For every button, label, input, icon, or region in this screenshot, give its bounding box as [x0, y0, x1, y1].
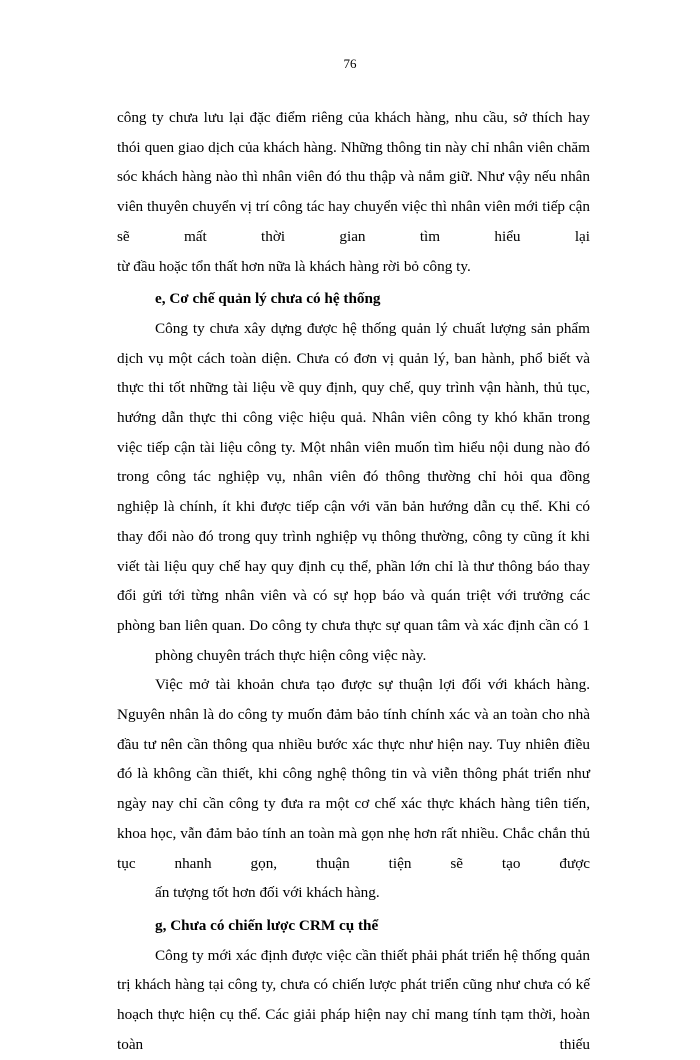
- document-body: [117, 103, 590, 1060]
- paragraph-last-line: từ đầu hoặc tổn thất hơn nữa là khách hàng rời bỏ công ty.: [117, 257, 471, 275]
- section-heading: e, Cơ chế quản lý chưa có hệ thống: [155, 290, 381, 308]
- paragraph: [117, 670, 590, 908]
- paragraph: [117, 103, 590, 281]
- paragraph: Công ty mới xác định được việc cần thiết phải phát triển hệ thống quản trị khách hàng tại công ty, chưa có chiến lược phát triển cũng như chưa có kế hoạch thực hiện cụ thể. Các giải pháp hiện nay chỉ mang tính tạm thời, hoàn toàn thiếu: [117, 946, 590, 1053]
- paragraph-text: Việc mở tài khoản chưa tạo được sự thuận lợi đối với khách hàng. Nguyên nhân là do công ty muốn đảm bảo tính chính xác và an toàn cho nhà đầu tư nên cần thông qua nhiều bước xác thực như hiện nay. Tuy nhiên điều đó là không cần thiết, khi công nghệ thông tin và viễn thông phát triển như ngày nay chỉ cần công ty đưa ra một cơ chế xác thực khách hàng tiên tiến, khoa học, vẫn đảm bảo tính an toàn mà gọn nhẹ hơn rất nhiều. Chắc chắn thủ tục nhanh gọn, thuận tiện sẽ tạo được: [117, 676, 590, 872]
- paragraph-last-line: ấn tượng tốt hơn đối với khách hàng.: [155, 884, 380, 902]
- paragraph-text: công ty chưa lưu lại đặc điểm riêng của khách hàng, nhu cầu, sở thích hay thói quen giao dịch của khách hàng. Những thông tin này chỉ nhân viên chăm sóc khách hàng nào thì nhân viên đó thu thập và nắm giữ. Như vậy nếu nhân viên thuyên chuyển vị trí công tác hay chuyển việc thì nhân viên mới tiếp cận sẽ mất thời gian tìm hiểu lại: [117, 109, 590, 245]
- section-heading: g, Chưa có chiến lược CRM cụ thể: [155, 916, 379, 934]
- paragraph: [117, 314, 590, 670]
- page-number: 76: [343, 56, 357, 71]
- paragraph-text: Công ty chưa xây dựng được hệ thống quản lý chuất lượng sản phẩm dịch vụ một cách toàn diện. Chưa có đơn vị quản lý, ban hành, phổ biết và thực thi tốt những tài liệu về quy định, quy chế, quy trình vận hành, thủ tục, hướng dẫn thực thi công việc hiệu quả. Nhân viên công ty khó khăn trong việc tiếp cận tài liệu công ty. Một nhân viên muốn tìm hiểu nội dung nào đó trong công tác nghiệp vụ, nhân viên đó thông thường chỉ hỏi qua đồng nghiệp là chính, ít khi được tiếp cận với văn bản hướng dẫn cụ thể. Khi có thay đổi nào đó trong quy trình nghiệp vụ thông thường, công ty cũng ít khi viết tài liệu quy chế hay quy định cụ thể, phần lớn chỉ là thư thông báo thay đổi gửi tới từng nhân viên và có sự họp báo và quán triệt với trưởng các phòng ban liên quan. Do công ty chưa thực sự quan tâm và xác định cần có 1: [117, 319, 590, 634]
- paragraph-last-line: phòng chuyên trách thực hiện công việc này.: [155, 646, 427, 664]
